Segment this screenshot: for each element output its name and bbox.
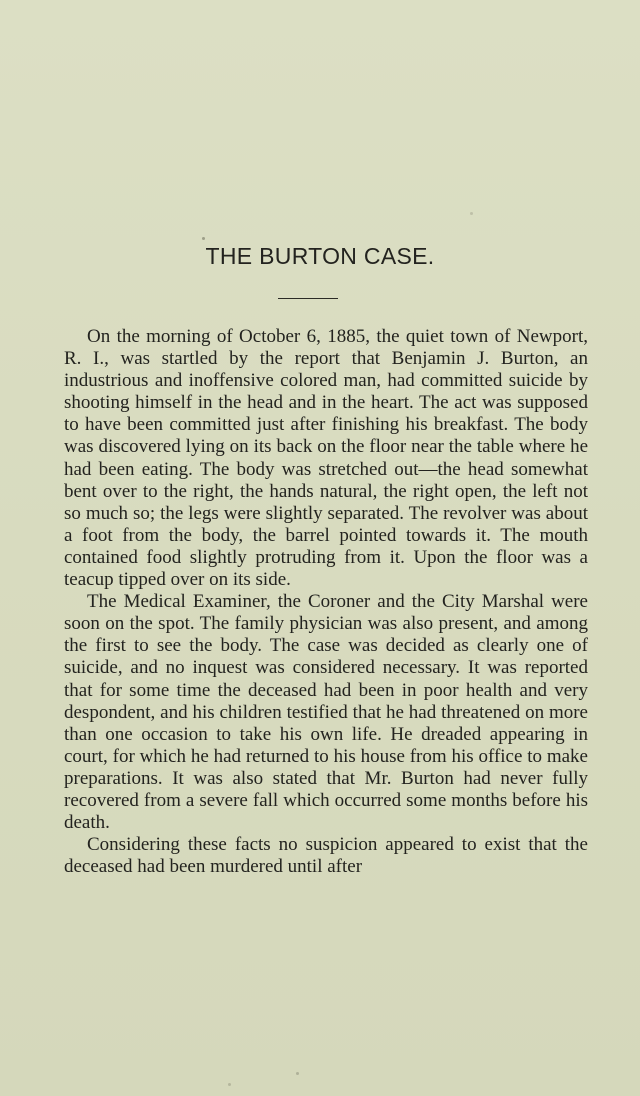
- title-divider: [278, 298, 338, 299]
- paper-speck: [202, 237, 205, 240]
- paragraph: On the morning of October 6, 1885, the quiet town of Newport, R. I., was startled by the report that Benjamin J. Burton, an industrious and inoffensive colored man, had committed suicide by shooting himself in the head and in the heart. The act was supposed to have been committed just after finishing his breakfast. The body was discovered lying on its back on the floor near the table where he had been eating. The body was stretched out—the head somewhat bent over to the right, the hands natural, the right open, the left not so much so; the legs were slightly separated. The revolver was about a foot from the body, the barrel pointed towards it. The mouth contained food slightly protruding from it. Upon the floor was a teacup tipped over on its side.: [64, 326, 588, 591]
- paper-speck: [228, 1083, 231, 1086]
- paper-speck: [470, 212, 473, 215]
- paragraph: Considering these facts no suspicion appeared to exist that the deceased had been murdered until after: [64, 834, 588, 878]
- body-text: [64, 326, 588, 878]
- paper-speck: [296, 1072, 299, 1075]
- paragraph: The Medical Examiner, the Coroner and the City Marshal were soon on the spot. The family physician was also present, and among the first to see the body. The case was decided as clearly one of suicide, and no inquest was considered necessary. It was reported that for some time the deceased had been in poor health and very despondent, and his children testified that he had threatened on more than one occasion to take his own life. He dreaded appearing in court, for which he had returned to his house from his office to make preparations. It was also stated that Mr. Burton had never fully recovered from a severe fall which occurred some months before his death.: [64, 591, 588, 834]
- page-title: THE BURTON CASE.: [205, 243, 435, 269]
